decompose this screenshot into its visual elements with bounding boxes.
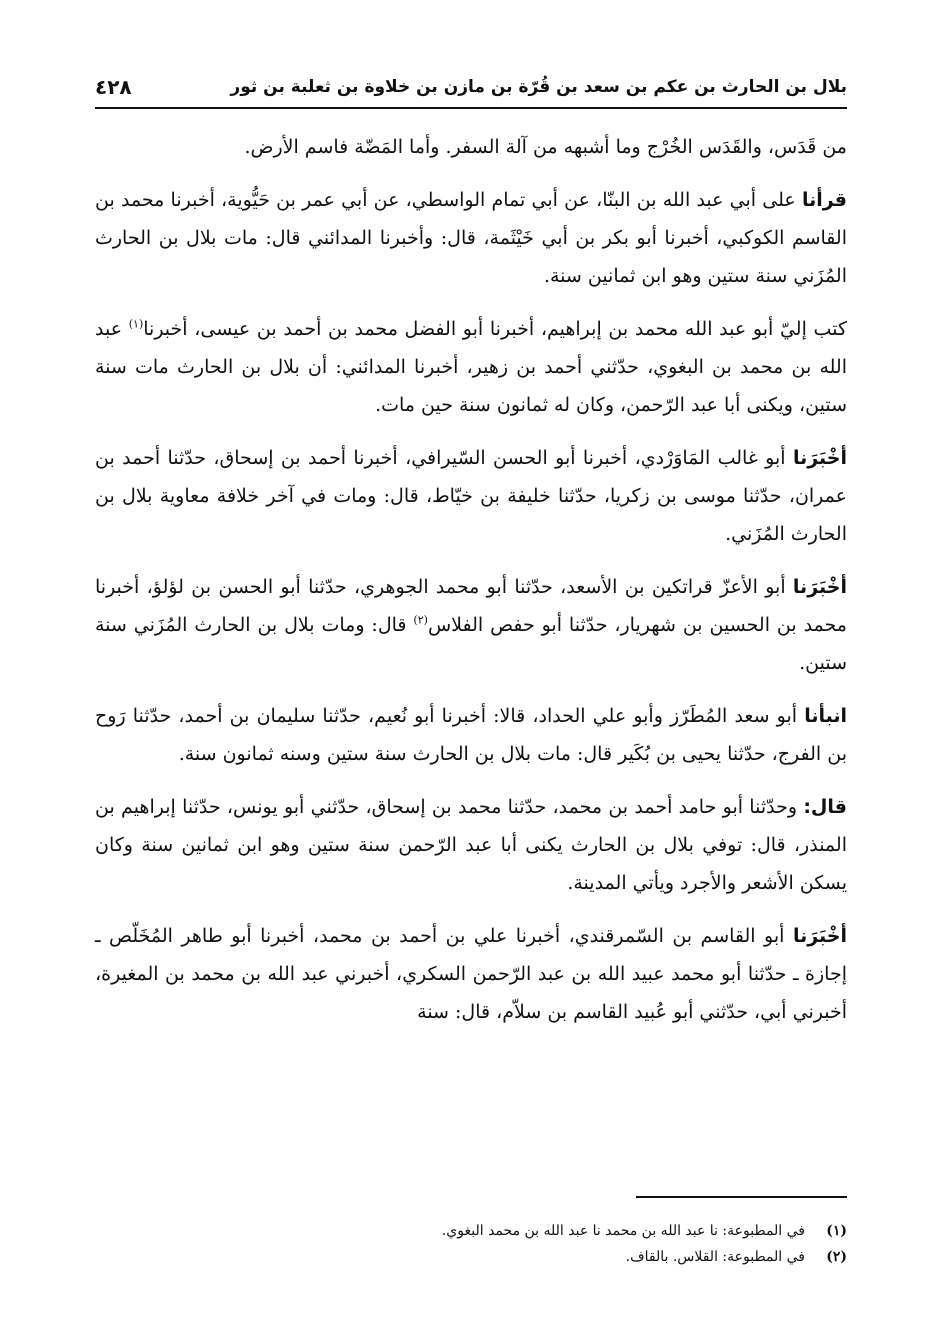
- paragraph-text: وحدّثنا أبو حامد أحمد بن محمد، حدّثنا محمد بن إسحاق، حدّثني أبو يونس، حدّثنا إبراهيم بن المنذر، قال: توفي بلال بن الحارث يكنى أبا عبد الرّحمن سنة ستين وهو ابن ثمانين سنة وكان يسكن الأشعر والأجرد ويأتي المدينة.: [95, 796, 847, 894]
- footnote-1: [95, 1218, 847, 1244]
- paragraph-text: أبو الأعزّ قراتكين بن الأسعد، حدّثنا أبو محمد الجوهري، حدّثنا أبو الحسن بن لؤلؤ، أخبرنا محمد بن الحسين بن شهريار، حدّثنا أبو حفص الفلاس: [95, 576, 847, 636]
- paragraph-3: [95, 310, 847, 424]
- paragraph-8: [95, 917, 847, 1031]
- footnote-2: [95, 1244, 847, 1270]
- paragraph-lead: أخْبَرَنا: [792, 925, 847, 947]
- paragraph-6: [95, 697, 847, 773]
- paragraph-lead: قرأنا: [801, 189, 847, 211]
- page-number: ٤٢٨: [95, 75, 132, 99]
- footnote-number: (٢): [826, 1249, 847, 1265]
- paragraph-text: على أبي عبد الله بن البنّا، عن أبي تمام الواسطي، عن أبي عمر بن حَيُّوية، أخبرنا محمد بن القاسم الكوكبي، أخبرنا أبو بكر بن أبي خَيْثَمة، قال: وأخبرنا المدائني قال: مات بلال بن الحارث المُزَني سنة ستين وهو ابن ثمانين سنة.: [95, 189, 847, 287]
- paragraph-1: [95, 128, 847, 166]
- footnote-ref-2[interactable]: (٢): [413, 613, 428, 627]
- running-title: بلال بن الحارث بن عكم بن سعد بن قُرّة بن مازن بن خلاوة بن ثعلبة بن ثور: [230, 77, 847, 97]
- header-rule: [95, 107, 847, 109]
- paragraph-text: عبد الله بن محمد بن البغوي، حدّثني أحمد بن زهير، أخبرنا المدائني: أن بلال بن الحارث مات سنة ستين، ويكنى أبا عبد الرّحمن، وكان له ثمانون سنة حين مات.: [95, 318, 847, 416]
- page-header: [95, 70, 847, 104]
- paragraph-lead: أخْبَرَنا: [792, 447, 847, 469]
- paragraph-5: [95, 568, 847, 682]
- paragraph-text: كتب إليّ أبو عبد الله محمد بن إبراهيم، أخبرنا أبو الفضل محمد بن أحمد بن عيسى، أخبرنا: [143, 318, 847, 340]
- footnote-number: (١): [826, 1223, 847, 1239]
- footnote-text: في المطبوعة: نا عبد الله بن محمد نا عبد الله بن محمد البغوي.: [441, 1223, 805, 1239]
- paragraph-lead: انبأنا: [804, 705, 848, 727]
- paragraph-text: أبو القاسم بن السّمرقندي، أخبرنا علي بن أحمد بن محمد، أخبرنا أبو طاهر المُخَلّص ـ إجازة ـ حدّثنا أبو محمد عبيد الله بن عبد الرّحمن السكري، أخبرني عبد الله بن محمد بن المغيرة، أخبرني أبي، حدّثني أبو عُبيد القاسم بن سلاّم، قال: سنة: [95, 925, 847, 1023]
- paragraph-2: [95, 181, 847, 295]
- paragraph-4: [95, 439, 847, 553]
- footnote-text: في المطبوعة: القلاس. بالقاف.: [625, 1249, 805, 1265]
- footnote-rule: [636, 1196, 847, 1198]
- paragraph-lead: أخْبَرَنا: [792, 576, 847, 598]
- footnote-ref-1[interactable]: (١): [128, 317, 144, 331]
- paragraph-text: أبو سعد المُطَرّز وأبو علي الحداد، قالا: أخبرنا أبو نُعيم، حدّثنا سليمان بن أحمد، حدّثنا رَوح بن الفرج، حدّثنا يحيى بن بُكَير قال: مات بلال بن الحارث سنة ستين وسنه ثمانون سنة.: [95, 705, 847, 765]
- paragraph-7: [95, 788, 847, 902]
- footnotes: [95, 1218, 847, 1270]
- paragraph-text: أبو غالب المَاوَرْدي، أخبرنا أبو الحسن السّيرافي، أخبرنا أحمد بن إسحاق، حدّثنا أحمد بن عمران، حدّثنا موسى بن زكريا، حدّثنا خليفة بن خيّاط، قال: ومات في آخر خلافة معاوية بلال بن الحارث المُزَني.: [95, 447, 847, 545]
- paragraph-text: قال: ومات بلال بن الحارث المُزَني سنة ستين.: [95, 614, 847, 674]
- paragraph-lead: قال:: [803, 796, 847, 818]
- body-text: [95, 128, 847, 1046]
- paragraph-text: من قَدَس، والقَدَس الخُرْج وما أشبهه من آلة السفر. وأما المَضّة فاسم الأرض.: [244, 136, 847, 158]
